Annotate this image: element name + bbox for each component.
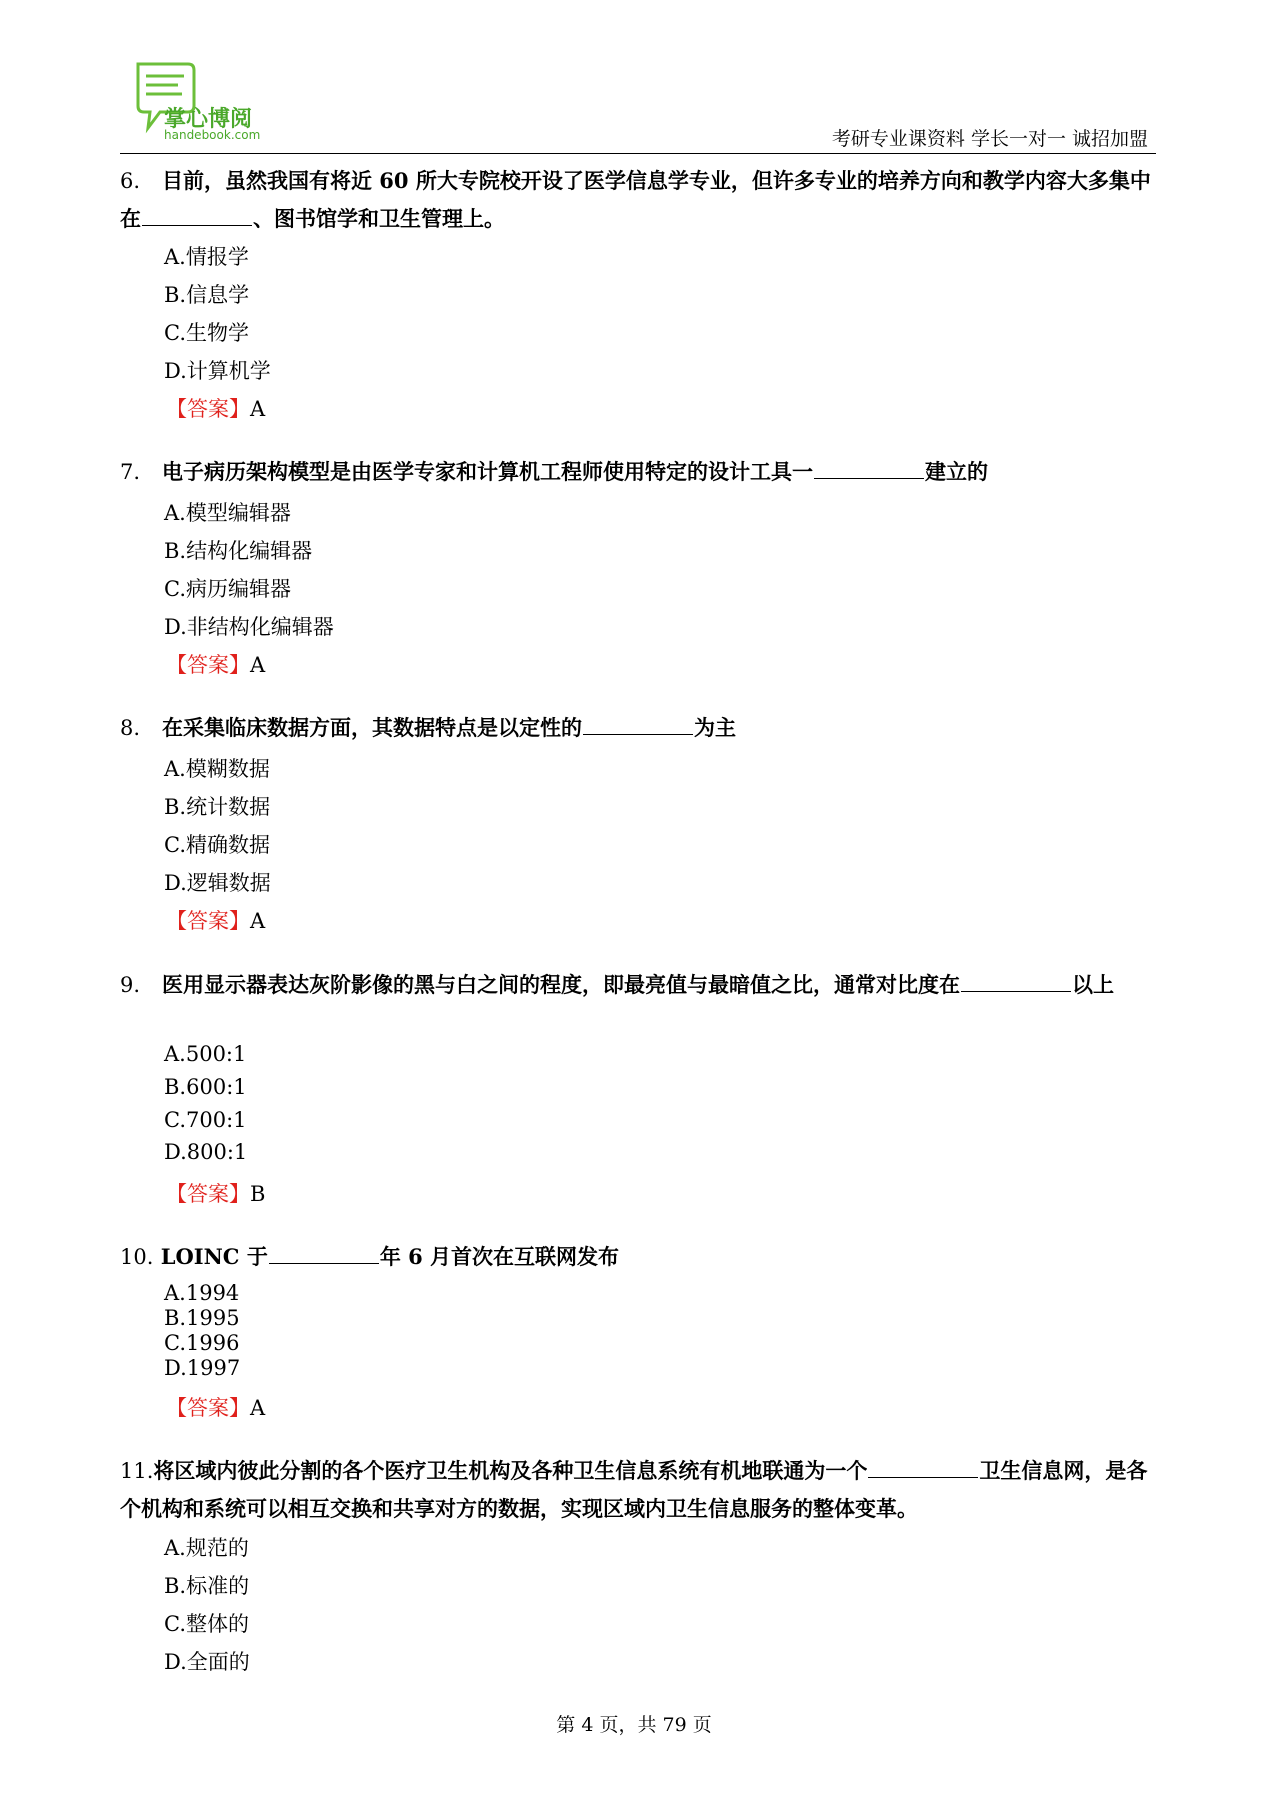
answer-blank xyxy=(961,990,1071,992)
question-10 xyxy=(120,1238,1156,1276)
option-b: B.统计数据 xyxy=(164,795,271,819)
option-a: A.模型编辑器 xyxy=(164,501,291,525)
answer-label: 【答案】 xyxy=(166,397,250,421)
question-text: 在采集临床数据方面，其数据特点是以定性的 xyxy=(161,715,582,740)
answer-value: A xyxy=(250,1396,266,1420)
option-b: B.1995 xyxy=(164,1306,240,1330)
answer-line xyxy=(166,905,265,935)
question-text-cont: 卫生信息网，是各个机构和系统可以相互交换和共享对方的数据，实现区域内卫生信息服务的整体变革。 xyxy=(120,1458,1148,1521)
answer-blank xyxy=(814,477,924,479)
answer-label: 【答案】 xyxy=(166,909,250,933)
header-tagline: 考研专业课资料 学长一对一 诚招加盟 xyxy=(831,128,1148,150)
answer-label: 【答案】 xyxy=(166,653,250,677)
question-text: 电子病历架构模型是由医学专家和计算机工程师使用特定的设计工具一 xyxy=(161,459,813,484)
question-text-cont: 建立的 xyxy=(924,459,988,484)
handebook-logo xyxy=(134,60,294,150)
option-b: B.600:1 xyxy=(164,1075,247,1099)
logo-text: 掌心博阅 xyxy=(164,107,253,132)
option-d: D.800:1 xyxy=(164,1140,248,1164)
question-text-cont: 以上 xyxy=(1071,972,1114,997)
option-d: D.逻辑数据 xyxy=(164,871,271,895)
question-text: LOINC 于 xyxy=(160,1244,268,1269)
answer-value: B xyxy=(250,1182,266,1206)
header-rule xyxy=(120,153,1156,154)
page-number: 第 4 页，共 79 页 xyxy=(556,1714,712,1736)
answer-blank xyxy=(583,733,693,735)
question-number: 6. xyxy=(120,169,141,193)
option-a: A.模糊数据 xyxy=(164,757,270,781)
answer-line xyxy=(166,649,265,679)
answer-line xyxy=(166,1392,265,1422)
question-9 xyxy=(120,966,1156,1004)
option-a: A.500:1 xyxy=(164,1042,247,1066)
question-text: 医用显示器表达灰阶影像的黑与白之间的程度，即最亮值与最暗值之比，通常对比度在 xyxy=(161,972,960,997)
option-a: A.规范的 xyxy=(164,1536,249,1560)
option-c: C.700:1 xyxy=(164,1108,247,1132)
question-text-cont: 年 6 月首次在互联网发布 xyxy=(379,1244,620,1269)
answer-label: 【答案】 xyxy=(166,1182,250,1206)
question-8 xyxy=(120,709,1156,747)
option-c: C.生物学 xyxy=(164,321,249,345)
option-b: B.标准的 xyxy=(164,1574,250,1598)
option-c: C.病历编辑器 xyxy=(164,577,291,601)
answer-value: A xyxy=(250,909,266,933)
option-b: B.结构化编辑器 xyxy=(164,539,313,563)
option-a: A.1994 xyxy=(164,1281,240,1305)
answer-value: A xyxy=(250,397,266,421)
question-number: 9. xyxy=(120,973,141,997)
question-number: 11. xyxy=(120,1459,154,1483)
option-c: C.1996 xyxy=(164,1331,240,1355)
option-d: D.1997 xyxy=(164,1356,241,1380)
question-text: 目前，虽然我国有将近 60 所大专院校开设了医学信息学专业，但许多专业的培养方向和教学内容大多集中在 xyxy=(120,168,1151,231)
question-11 xyxy=(120,1452,1156,1528)
answer-blank xyxy=(868,1476,978,1478)
option-d: D.非结构化编辑器 xyxy=(164,615,334,639)
question-7 xyxy=(120,453,1156,491)
option-d: D.计算机学 xyxy=(164,359,271,383)
question-6 xyxy=(120,162,1156,238)
question-text-cont: 、图书馆学和卫生管理上。 xyxy=(253,206,505,231)
option-a: A.情报学 xyxy=(164,245,249,269)
answer-line xyxy=(166,1178,265,1208)
answer-line xyxy=(166,393,265,423)
logo-url: handebook.com xyxy=(164,128,261,142)
question-text: 将区域内彼此分割的各个医疗卫生机构及各种卫生信息系统有机地联通为一个 xyxy=(153,1458,868,1483)
answer-value: A xyxy=(250,653,266,677)
question-number: 10. xyxy=(120,1245,154,1269)
option-b: B.信息学 xyxy=(164,283,250,307)
answer-label: 【答案】 xyxy=(166,1396,250,1420)
question-number: 8. xyxy=(120,716,141,740)
answer-blank xyxy=(269,1262,379,1264)
option-c: C.整体的 xyxy=(164,1612,249,1636)
option-c: C.精确数据 xyxy=(164,833,270,857)
option-d: D.全面的 xyxy=(164,1650,250,1674)
question-text-cont: 为主 xyxy=(693,715,736,740)
answer-blank xyxy=(142,224,252,226)
question-number: 7. xyxy=(120,460,141,484)
